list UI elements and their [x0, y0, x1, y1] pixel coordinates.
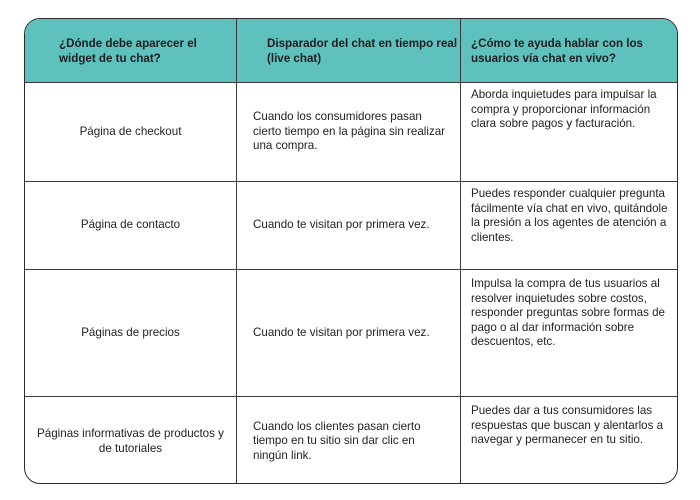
location-cell: Página de checkout [79, 124, 182, 138]
table-row [25, 82, 677, 181]
trigger-cell: Cuando los consumidores pasan cierto tiempo en la página sin realizar una compra. [236, 83, 460, 181]
trigger-cell: Cuando te visitan por primera vez. [236, 270, 460, 396]
trigger-cell: Cuando los clientes pasan cierto tiempo en tu sitio sin dar clic en ningún link. [236, 397, 460, 484]
benefit-cell: Puedes dar a tus consumidores las respuestas que buscan y alentarlos a navegar y permanecer en tu sitio. [460, 397, 677, 484]
header-benefit: ¿Cómo te ayuda hablar con los usuarios vía chat en vivo? [460, 19, 677, 82]
benefit-cell: Aborda inquietudes para impulsar la compra y proporcionar información clara sobre pagos y facturación. [460, 83, 677, 181]
benefit-cell: Puedes responder cualquier pregunta fácilmente vía chat en vivo, quitándole la presión a los agentes de atención a clientes. [460, 182, 677, 269]
benefit-cell: Impulsa la compra de tus usuarios al resolver inquietudes sobre costos, responder preguntas sobre formas de pago o al dar información sobre descuentos, etc. [460, 270, 677, 396]
trigger-cell: Cuando te visitan por primera vez. [236, 182, 460, 269]
table-row [25, 269, 677, 396]
header-location: ¿Dónde debe aparecer el widget de tu chat? [59, 37, 197, 65]
table-row [25, 396, 677, 484]
location-cell: Páginas de precios [81, 325, 180, 339]
location-cell: Páginas informativas de productos y de tutoriales [37, 427, 224, 455]
location-cell: Página de contacto [80, 218, 181, 232]
table-header-row [25, 19, 677, 82]
table-row [25, 181, 677, 269]
chat-widget-table [24, 18, 678, 484]
header-trigger: Disparador del chat en tiempo real (live chat) [236, 19, 460, 82]
